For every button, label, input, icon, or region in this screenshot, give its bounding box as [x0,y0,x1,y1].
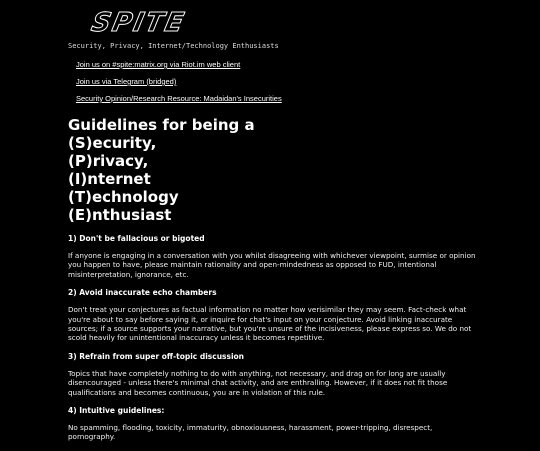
spite-logo: SPITE [88,8,189,38]
link-list [76,60,282,111]
heading-line: (I)nternet [68,170,151,188]
rule-4-title: 4) Intuitive guidelines: [68,406,165,416]
heading-line: (E)nthusiast [68,206,172,224]
madaidan-link[interactable]: Security Opinion/Research Resource: Madaidan's Insecurities [76,94,282,103]
rule-2-title: 2) Avoid inaccurate echo chambers [68,288,217,298]
matrix-link[interactable]: Join us on #spite:matrix.org via Riot.im web client [76,60,241,69]
site-tagline: Security, Privacy, Internet/Technology Enthusiasts [68,42,279,50]
heading-line: (S)ecurity, [68,134,157,152]
heading-line: (T)echnology [68,188,179,206]
telegram-link[interactable]: Join us via Telegram (bridged) [76,77,177,86]
rule-3-body: Topics that have completely nothing to do with anything, not necessary, and drag on for long are usually disencouraged - unless there's minimal chat activity, and are enthralling. However, if it does not fit those qualifications and becomes continuous, you are in violation of this rule. [68,368,448,397]
guidelines-section [68,116,478,451]
rule-1-body: If anyone is engaging in a conversation with you whilst disagreeing with whichever viewpoint, surmise or opinion you happen to have, please maintain rationality and open-mindedness as opposed to FUD, intentional misinterpretation, ignorance, etc. [68,251,476,279]
rule-4-body: No spamming, flooding, toxicity, immaturity, obnoxiousness, harassment, power-tripping, disrespect, pornography. [68,423,433,442]
guidelines-heading [68,116,478,224]
rule-3-title: 3) Refrain from super off-topic discussion [68,351,245,361]
heading-line: Guidelines for being a [68,116,255,134]
rule-1-title: 1) Don't be fallacious or bigoted [68,234,205,243]
rule-2-body: Don't treat your conjectures as factual information no matter how verisimilar they may seem. Fact-check what you're about to say before saying it, or inquire for chat's input on your conjecture. Avoid linking inaccurate sources; if a source supports your narrative, but you're unsure of the incisiveness, please express so. We do not scold heavily for unintentional inaccuracy unless it becomes repetitive. [68,305,472,343]
heading-line: (P)rivacy, [68,152,149,170]
